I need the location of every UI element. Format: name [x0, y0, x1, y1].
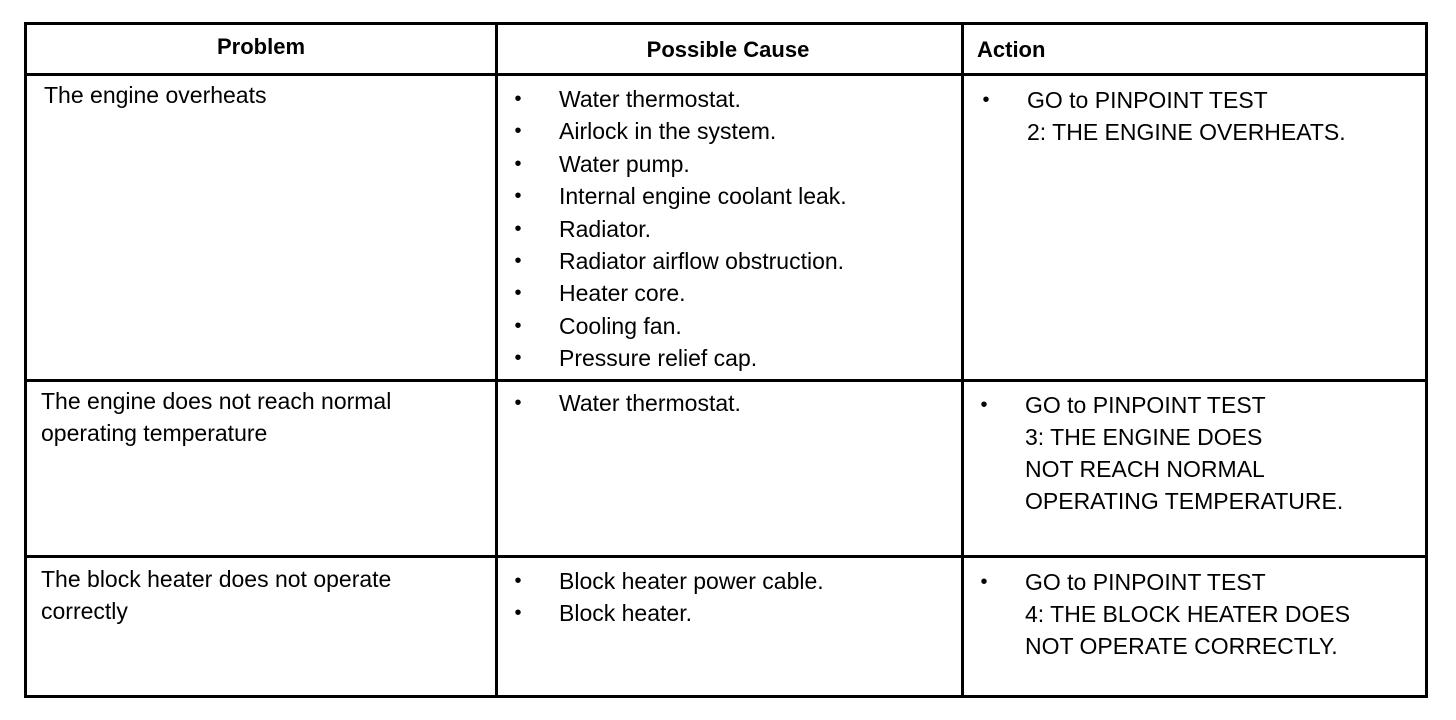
- bullet-icon: •: [980, 571, 988, 593]
- bullet-icon: •: [514, 314, 522, 337]
- cause-item: • Block heater.: [511, 597, 824, 629]
- action-line: NOT OPERATE CORRECTLY.: [1025, 633, 1338, 659]
- bullet-icon: •: [514, 392, 522, 414]
- cause-item: • Airlock in the system.: [511, 115, 847, 147]
- cause-item: • Pressure relief cap.: [511, 342, 847, 374]
- action-line: 4: THE BLOCK HEATER DOES: [1025, 601, 1351, 627]
- row-2-causes: [511, 387, 741, 419]
- action-line: GO to PINPOINT TEST: [1025, 392, 1266, 418]
- header-action: Action: [977, 37, 1046, 62]
- action-line: OPERATING TEMPERATURE.: [1025, 488, 1344, 514]
- action-line: GO to PINPOINT TEST: [1025, 569, 1266, 595]
- bullet-icon: •: [982, 89, 990, 111]
- cause-item: • Cooling fan.: [511, 310, 847, 342]
- row-1-causes: [511, 83, 847, 375]
- row-divider: [27, 555, 1425, 558]
- cause-item: • Heater core.: [511, 277, 847, 309]
- column-divider: [495, 25, 498, 695]
- problem-line: The block heater does not operate: [41, 566, 392, 592]
- bullet-icon: •: [514, 217, 522, 240]
- column-divider: [961, 25, 964, 695]
- row-3-action: [977, 566, 1350, 662]
- bullet-icon: •: [514, 120, 522, 143]
- bullet-icon: •: [514, 282, 522, 305]
- cause-item: • Radiator airflow obstruction.: [511, 245, 847, 277]
- cause-item: • Water pump.: [511, 148, 847, 180]
- header-divider: [27, 73, 1425, 76]
- problem-line: operating temperature: [41, 420, 268, 446]
- action-line: 2: THE ENGINE OVERHEATS.: [1027, 119, 1346, 145]
- cause-item: • Block heater power cable.: [511, 565, 824, 597]
- action-line: 3: THE ENGINE DOES: [1025, 424, 1263, 450]
- row-3-problem: [41, 563, 391, 627]
- diagnosis-table: [24, 22, 1428, 698]
- cause-item: • Internal engine coolant leak.: [511, 180, 847, 212]
- problem-line: correctly: [41, 598, 128, 624]
- header-possible-cause: Possible Cause: [646, 37, 810, 62]
- cause-item: • Water thermostat.: [511, 387, 741, 419]
- row-2-action: [977, 389, 1343, 517]
- cause-item: • Radiator.: [511, 213, 847, 245]
- row-1-action: [979, 84, 1346, 148]
- bullet-icon: •: [514, 250, 522, 273]
- row-3-causes: [511, 565, 824, 630]
- row-2-problem: [41, 385, 391, 449]
- header-problem: Problem: [216, 34, 306, 59]
- cause-item: • Water thermostat.: [511, 83, 847, 115]
- action-line: NOT REACH NORMAL: [1025, 456, 1265, 482]
- problem-line: The engine does not reach normal: [41, 388, 392, 414]
- row-1-problem: The engine overheats: [44, 82, 267, 108]
- bullet-icon: •: [514, 185, 522, 208]
- bullet-icon: •: [514, 88, 522, 110]
- row-divider: [27, 379, 1425, 382]
- bullet-icon: •: [514, 570, 522, 592]
- bullet-icon: •: [514, 347, 522, 370]
- action-line: GO to PINPOINT TEST: [1027, 87, 1268, 113]
- bullet-icon: •: [514, 152, 522, 175]
- bullet-icon: •: [514, 602, 522, 625]
- bullet-icon: •: [980, 394, 988, 416]
